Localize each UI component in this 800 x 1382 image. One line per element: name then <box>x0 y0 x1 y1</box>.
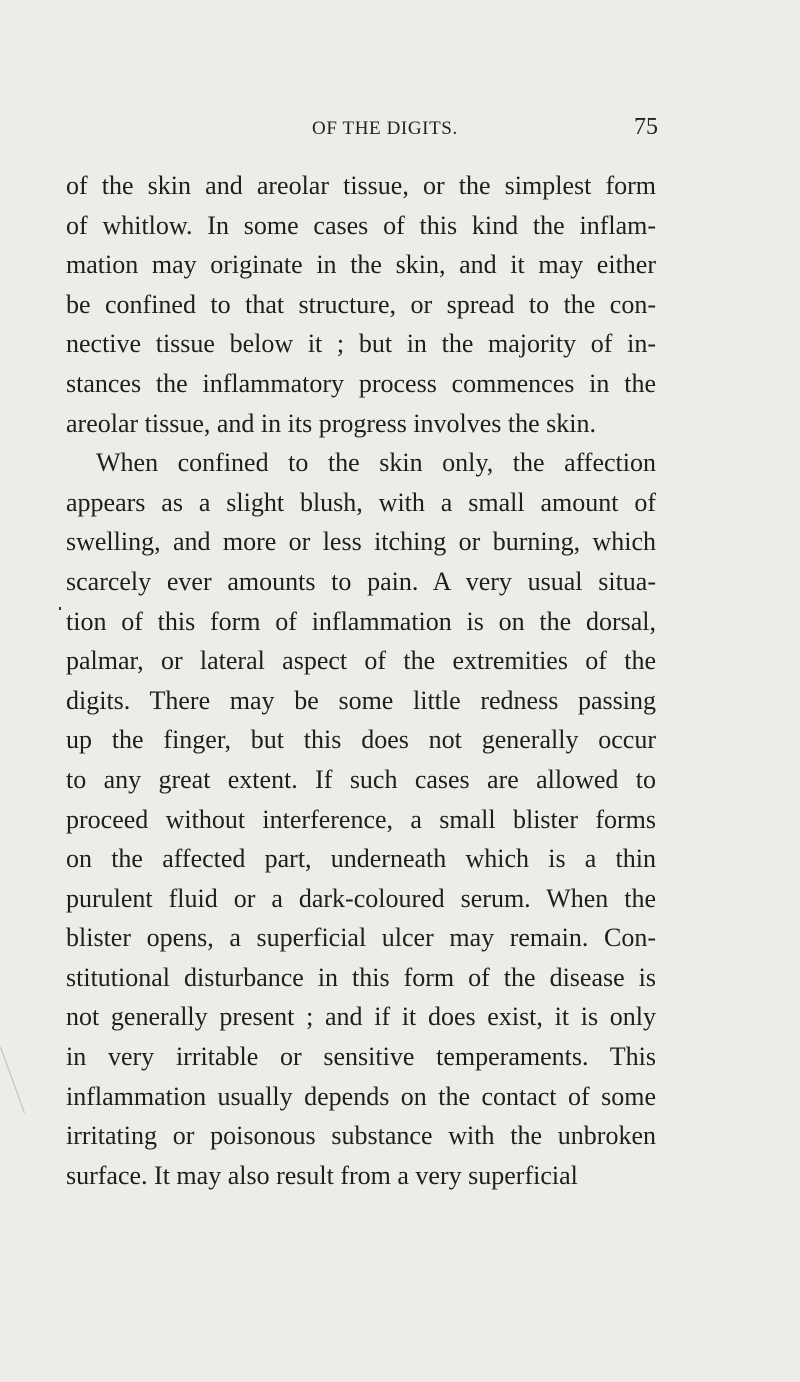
text-line: up the finger, but this does not generally occur <box>66 725 656 755</box>
text-line: purulent fluid or a dark-coloured serum. When the <box>66 883 656 913</box>
page-crease <box>0 1047 25 1113</box>
text-line: inflammation usually depends on the contact of some <box>66 1081 656 1111</box>
text-line: not generally present ; and if it does exist, it is only <box>66 1002 656 1032</box>
running-head: OF THE DIGITS. <box>312 118 458 139</box>
text-line: appears as a slight blush, with a small amount of <box>66 487 656 517</box>
text-line: stances the inflammatory process commences in the <box>66 368 656 398</box>
ink-speck <box>59 607 61 610</box>
text-line: areolar tissue, and in its progress involves the skin. <box>66 408 597 438</box>
text-line: When confined to the skin only, the affection <box>96 448 656 478</box>
text-line: irritating or poisonous substance with the unbroken <box>66 1121 656 1151</box>
page-number: 75 <box>634 114 658 140</box>
text-line: of the skin and areolar tissue, or the simplest form <box>66 171 656 200</box>
text-line: on the affected part, underneath which is a thin <box>66 844 656 874</box>
text-line: nective tissue below it ; but in the majority of in- <box>66 329 656 359</box>
text-line: tion of this form of inflammation is on the dorsal, <box>66 606 656 636</box>
text-line: of whitlow. In some cases of this kind the inflam- <box>66 210 656 240</box>
text-line: surface. It may also result from a very superficial <box>66 1160 578 1190</box>
text-line: swelling, and more or less itching or burning, which <box>66 527 656 557</box>
text-line: digits. There may be some little redness passing <box>66 685 656 715</box>
text-line: scarcely ever amounts to pain. A very usual situa- <box>66 566 656 596</box>
text-line: stitutional disturbance in this form of the disease is <box>66 962 656 992</box>
text-line: proceed without interference, a small blister forms <box>66 804 656 834</box>
text-line: blister opens, a superficial ulcer may remain. Con- <box>66 923 656 953</box>
text-line: in very irritable or sensitive temperaments. This <box>66 1042 656 1072</box>
text-line: palmar, or lateral aspect of the extremities of the <box>66 646 656 676</box>
body-text <box>66 166 656 1195</box>
text-line: to any great extent. If such cases are allowed to <box>66 764 656 794</box>
text-line: mation may originate in the skin, and it may either <box>66 250 656 280</box>
text-line: be confined to that structure, or spread to the con- <box>66 289 656 319</box>
